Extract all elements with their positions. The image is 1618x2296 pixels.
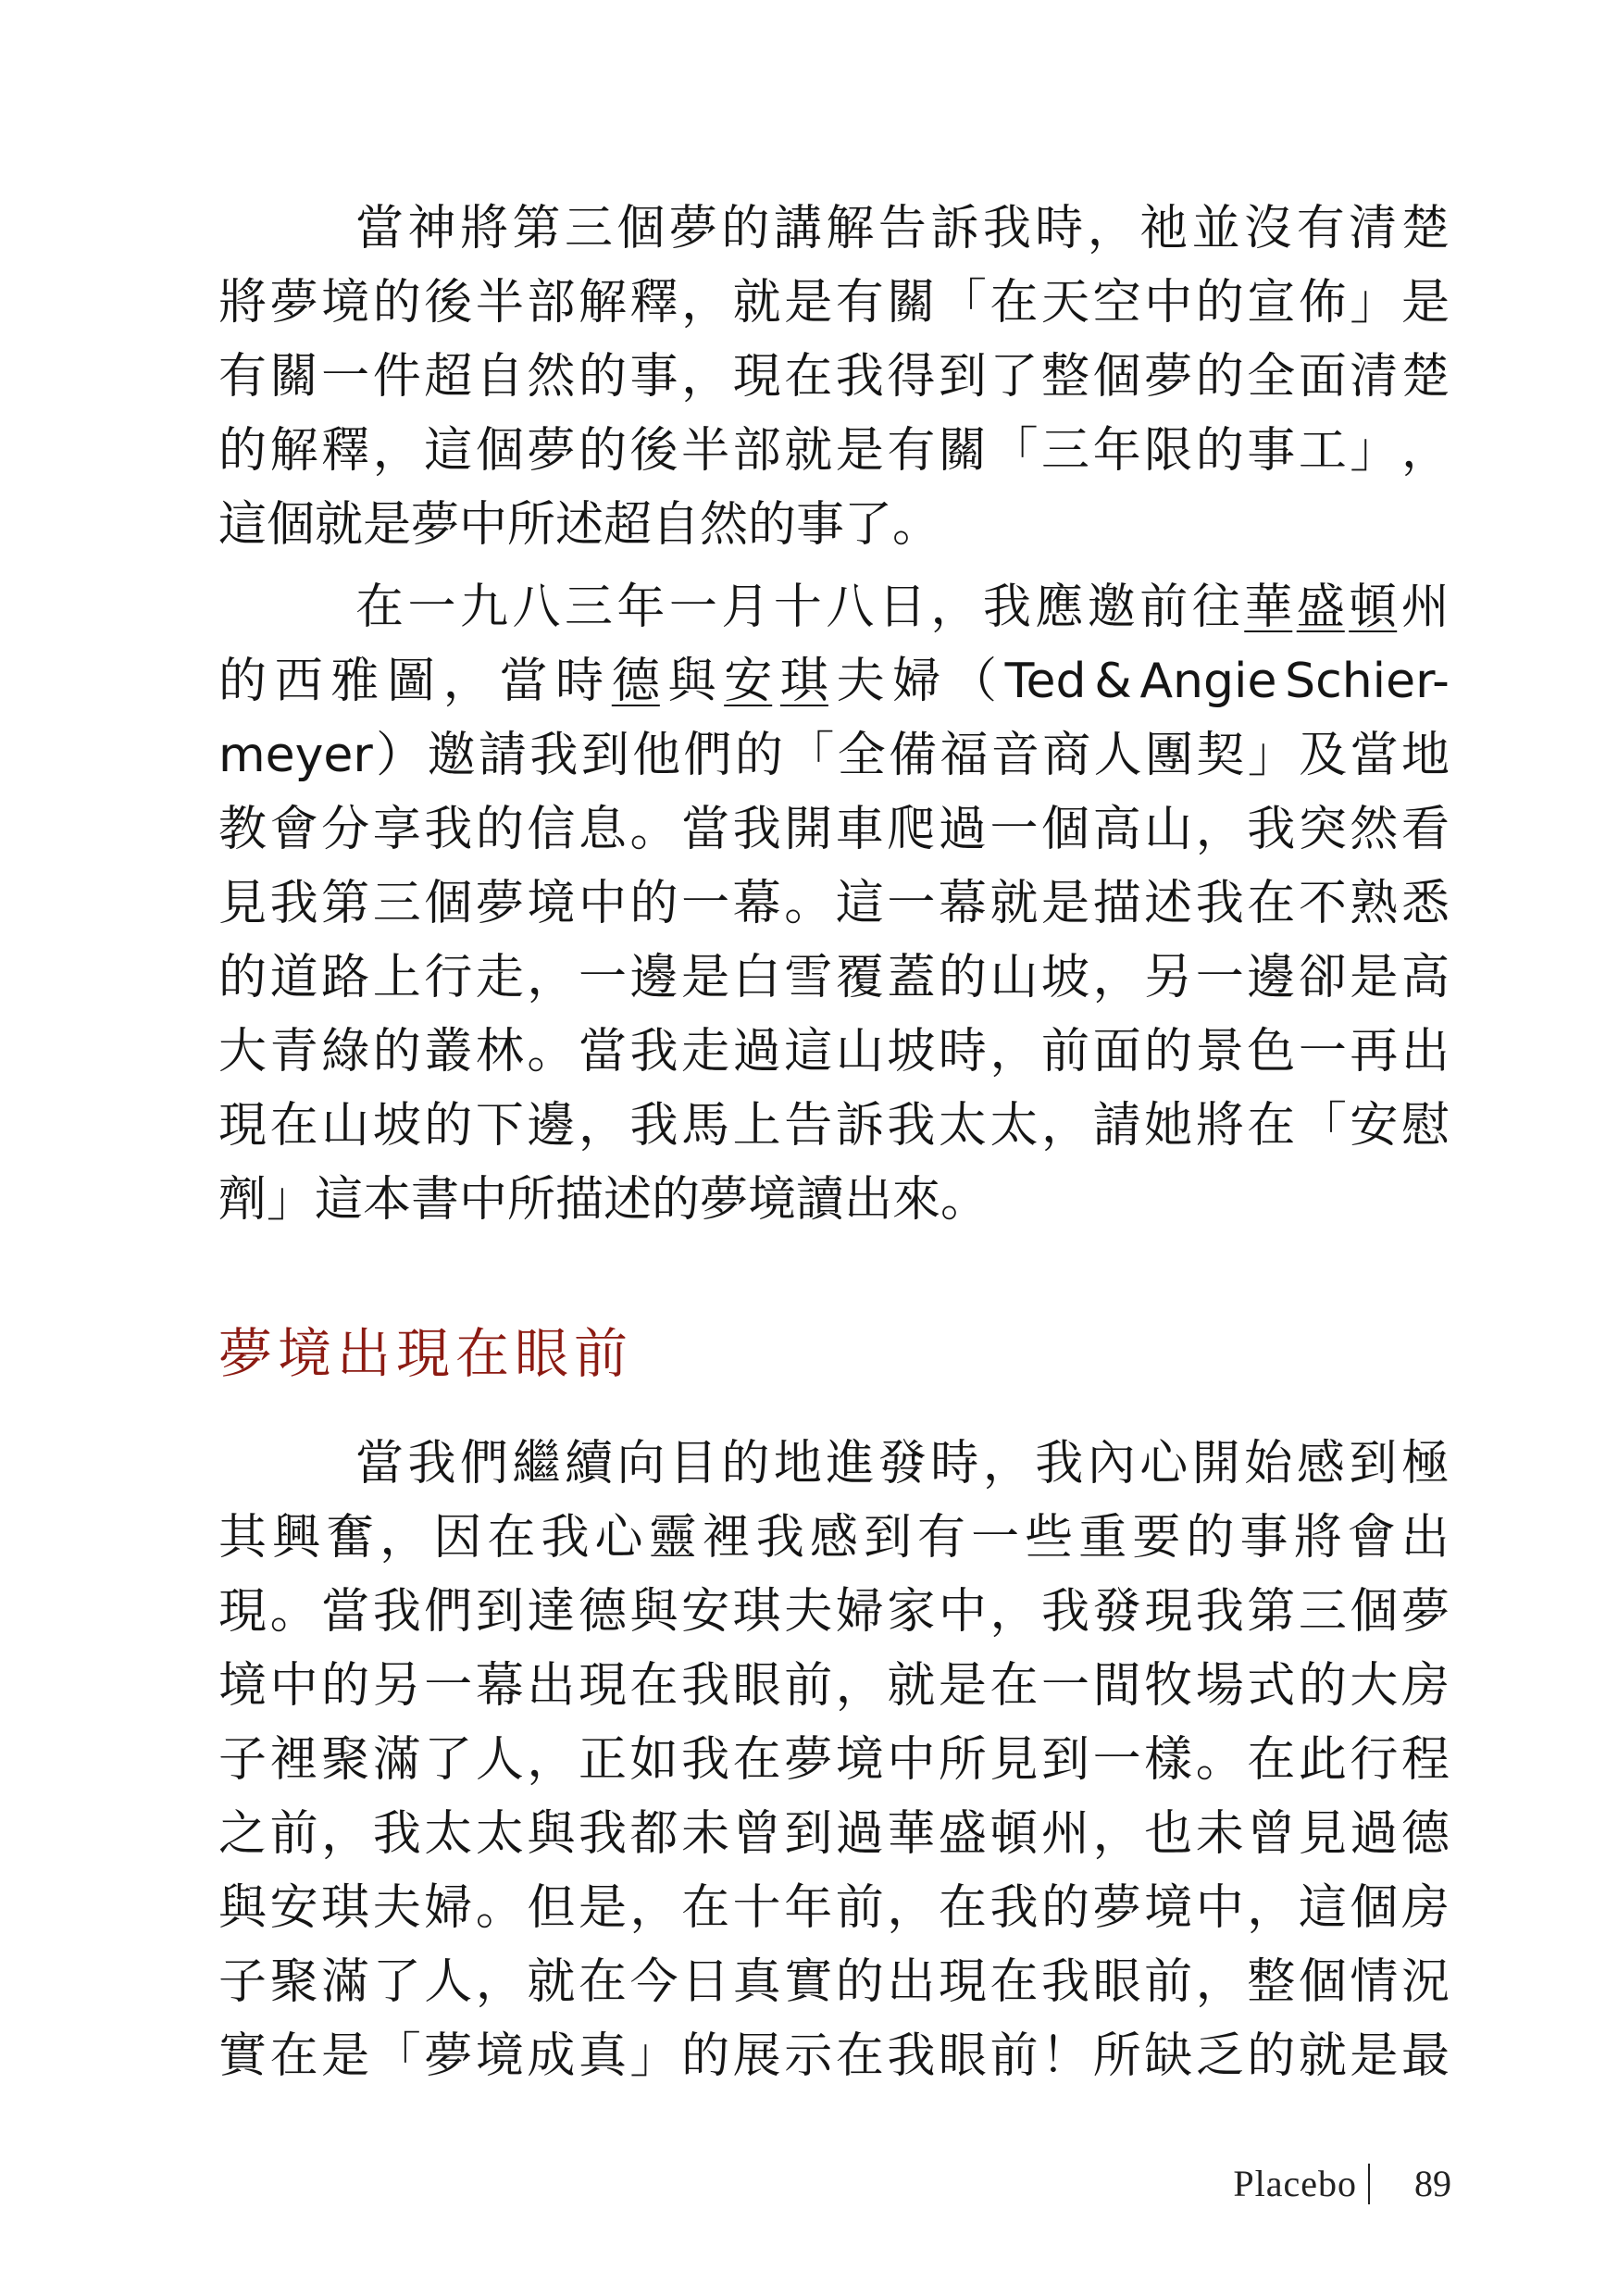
text-line: 的 解 釋 ， 這 個 夢 的 後 半 部 就 是 有 關 「 三 年 限 的 事 工 」 ， (218, 423, 1450, 479)
text-line: 的 道 路 上 行 走 ， 一 邊 是 白 雪 覆 蓋 的 山 坡 ， 另 一 邊 卻 是 高 (218, 950, 1450, 1005)
text-line: 見 我 第 三 個 夢 境 中 的 一 幕 。 這 一 幕 就 是 描 述 我 在 不 熟 悉 (218, 876, 1450, 931)
text-line: 將 夢 境 的 後 半 部 解 釋 ， 就 是 有 關 「 在 天 空 中 的 宣 佈 」 是 (218, 275, 1450, 331)
text-line: 其 興 奮 ， 因 在 我 心 靈 裡 我 感 到 有 一 些 重 要 的 事 將 會 出 (218, 1510, 1450, 1566)
text-line: 之 前 ， 我 太 太 與 我 都 未 曾 到 過 華 盛 頓 州 ， 也 未 曾 見 過 德 (218, 1806, 1450, 1862)
text-line: 當 神 將 第 三 個 夢 的 講 解 告 訴 我 時 ， 祂 並 沒 有 清 楚 (355, 201, 1450, 256)
text-line: 有 關 一 件 超 自 然 的 事 ， 現 在 我 得 到 了 整 個 夢 的 全 面 清 楚 (218, 349, 1450, 405)
text-line: 子 裡 聚 滿 了 人 ， 正 如 我 在 夢 境 中 所 見 到 一 樣 。 在 此 行 程 (218, 1732, 1450, 1788)
text-line: 劑」這本書中所描述的夢境讀出來。 (218, 1172, 989, 1228)
text-line: 實 在 是 「 夢 境 成 真 」 的 展 示 在 我 眼 前 ！ 所 缺 乏 的 就 是 最 (218, 2028, 1450, 2084)
text-line: 教 會 分 享 我 的 信 息 。 當 我 開 車 爬 過 一 個 高 山 ， 我 突 然 看 (218, 802, 1450, 857)
page-number: 89 (1414, 2163, 1451, 2204)
text-line: 大 青 綠 的 叢 林 。 當 我 走 過 這 山 坡 時 ， 前 面 的 景 色 一 再 出 (218, 1024, 1450, 1079)
paragraph-2 (218, 570, 1450, 1237)
text-line: 當 我 們 繼 續 向 目 的 地 進 發 時 ， 我 內 心 開 始 感 到 極 (355, 1436, 1450, 1491)
text-line: 子 聚 滿 了 人 ， 就 在 今 日 真 實 的 出 現 在 我 眼 前 ， 整 個 情 況 (218, 1954, 1450, 2010)
text-line: 在 一 九 八 三 年 一 月 十 八 日 ， 我 應 邀 前 往 華 盛 頓 州 (355, 580, 1450, 635)
text-line: 與 安 琪 夫 婦 。 但 是 ， 在 十 年 前 ， 在 我 的 夢 境 中 ， 這 個 房 (218, 1880, 1450, 1936)
paragraph-1 (218, 192, 1450, 562)
text-line: 現 。 當 我 們 到 達 德 與 安 琪 夫 婦 家 中 ， 我 發 現 我 第 三 個 夢 (218, 1584, 1450, 1640)
text-line: 這個就是夢中所述超自然的事了。 (218, 497, 941, 553)
text-line: 境 中 的 另 一 幕 出 現 在 我 眼 前 ， 就 是 在 一 間 牧 場 式 的 大 房 (218, 1658, 1450, 1714)
footer-divider (1368, 2164, 1370, 2204)
paragraph-3 (218, 1427, 1450, 2093)
running-title: Placebo (1233, 2163, 1357, 2204)
text-line: 現 在 山 坡 的 下 邊 ， 我 馬 上 告 訴 我 太 太 ， 請 她 將 在 「 安 慰 (218, 1098, 1450, 1154)
page-footer (1233, 2162, 1451, 2205)
text-line: 的 西 雅 圖 ， 當 時 德 與 安 琪 夫 婦 （ Ted & Angie Schier- (218, 654, 1450, 709)
text-line: meyer ） 邀 請 我 到 他 們 的 「 全 備 福 音 商 人 團 契 」 及 當 地 (218, 728, 1450, 783)
section-heading: 夢境出現在眼前 (218, 1322, 634, 1385)
